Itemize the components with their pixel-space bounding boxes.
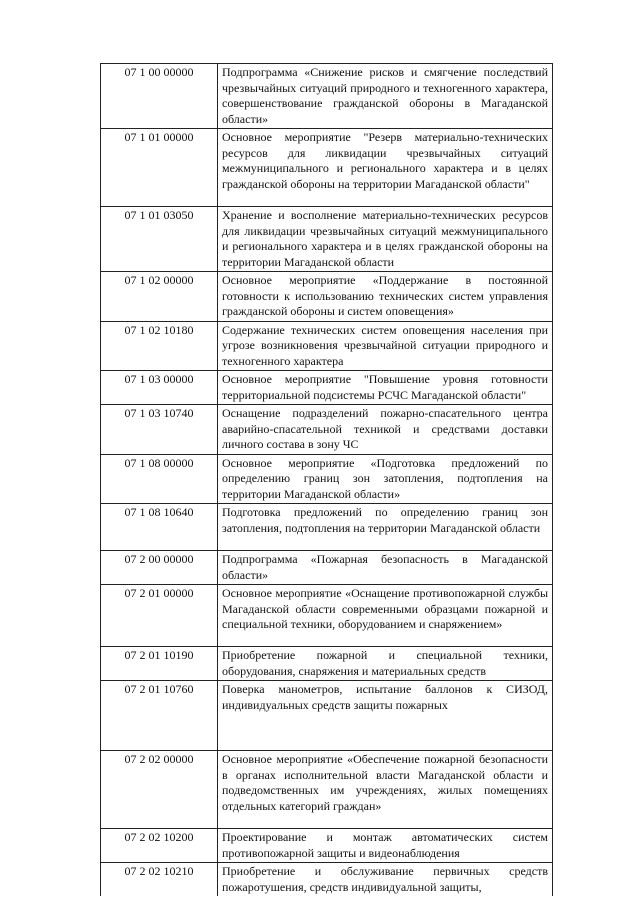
table-row <box>101 272 553 322</box>
row-description: Подпрограмма «Пожарная безопасность в Магаданской области» <box>218 551 553 585</box>
table-row <box>101 681 553 751</box>
row-code: 07 1 02 10180 <box>101 321 218 371</box>
table-row <box>101 647 553 681</box>
table-row <box>101 321 553 371</box>
row-code: 07 1 08 10640 <box>101 504 218 551</box>
row-code: 07 2 01 10190 <box>101 647 218 681</box>
table-row <box>101 504 553 551</box>
table-row <box>101 371 553 405</box>
table-row <box>101 829 553 863</box>
table-row <box>101 551 553 585</box>
row-code: 07 1 03 10740 <box>101 405 218 455</box>
row-description: Подпрограмма «Снижение рисков и смягчение последствий чрезвычайных ситуаций природного и техногенного характера, совершенствование гражданской обороны в Магаданской области» <box>218 64 553 129</box>
table-row <box>101 751 553 829</box>
row-description: Приобретение и обслуживание первичных средств пожаротушения, средств индивидуальной защиты, <box>218 863 553 897</box>
table-row <box>101 863 553 897</box>
budget-classification-table <box>100 63 553 896</box>
row-description: Основное мероприятие «Поддержание в постоянной готовности к использованию технических систем управления гражданской обороны и систем оповещения» <box>218 272 553 322</box>
row-code: 07 2 00 00000 <box>101 551 218 585</box>
row-description: Основное мероприятие «Подготовка предложений по определению границ зон затопления, подтопления на территории Магаданской области» <box>218 454 553 504</box>
row-code: 07 2 01 10760 <box>101 681 218 751</box>
row-description: Основное мероприятие «Оснащение противопожарной службы Магаданской области современными образцами пожарной и специальной техники, оборудованием и снаряжением» <box>218 585 553 647</box>
row-description: Проектирование и монтаж автоматических систем противопожарной защиты и видеонаблюдения <box>218 829 553 863</box>
row-code: 07 2 02 10200 <box>101 829 218 863</box>
row-description: Хранение и восполнение материально-технических ресурсов для ликвидации чрезвычайных ситуаций межмуниципального и регионального характера и в целях гражданской обороны на территории Магаданской области <box>218 207 553 272</box>
row-code: 07 1 00 00000 <box>101 64 218 129</box>
table-row <box>101 454 553 504</box>
table-row <box>101 585 553 647</box>
row-description: Содержание технических систем оповещения населения при угрозе возникновения чрезвычайной ситуации природного и техногенного характера <box>218 321 553 371</box>
row-code: 07 2 02 00000 <box>101 751 218 829</box>
row-code: 07 1 01 03050 <box>101 207 218 272</box>
row-description: Приобретение пожарной и специальной техники, оборудования, снаряжения и материальных средств <box>218 647 553 681</box>
table-row <box>101 129 553 207</box>
row-description: Оснащение подразделений пожарно-спасательного центра аварийно-спасательной техникой и средствами доставки личного состава в зону ЧС <box>218 405 553 455</box>
row-description: Подготовка предложений по определению границ зон затопления, подтопления на территории Магаданской области <box>218 504 553 551</box>
row-description: Поверка манометров, испытание баллонов к СИЗОД, индивидуальных средств защиты пожарных <box>218 681 553 751</box>
row-description: Основное мероприятие "Резерв материально-технических ресурсов для ликвидации чрезвычайных ситуаций межмуниципального и регионального характера и в целях гражданской обороны на территории Магаданской области" <box>218 129 553 207</box>
row-code: 07 1 03 00000 <box>101 371 218 405</box>
table-row <box>101 64 553 129</box>
table-row <box>101 405 553 455</box>
row-code: 07 1 02 00000 <box>101 272 218 322</box>
row-code: 07 2 01 00000 <box>101 585 218 647</box>
row-description: Основное мероприятие «Обеспечение пожарной безопасности в органах исполнительной власти Магаданской области и подведомственных им учреждениях, жилых помещениях отдельных категорий граждан» <box>218 751 553 829</box>
row-code: 07 1 01 00000 <box>101 129 218 207</box>
row-code: 07 1 08 00000 <box>101 454 218 504</box>
table-row <box>101 207 553 272</box>
row-code: 07 2 02 10210 <box>101 863 218 897</box>
row-description: Основное мероприятие "Повышение уровня готовности территориальной подсистемы РСЧС Магаданской области" <box>218 371 553 405</box>
